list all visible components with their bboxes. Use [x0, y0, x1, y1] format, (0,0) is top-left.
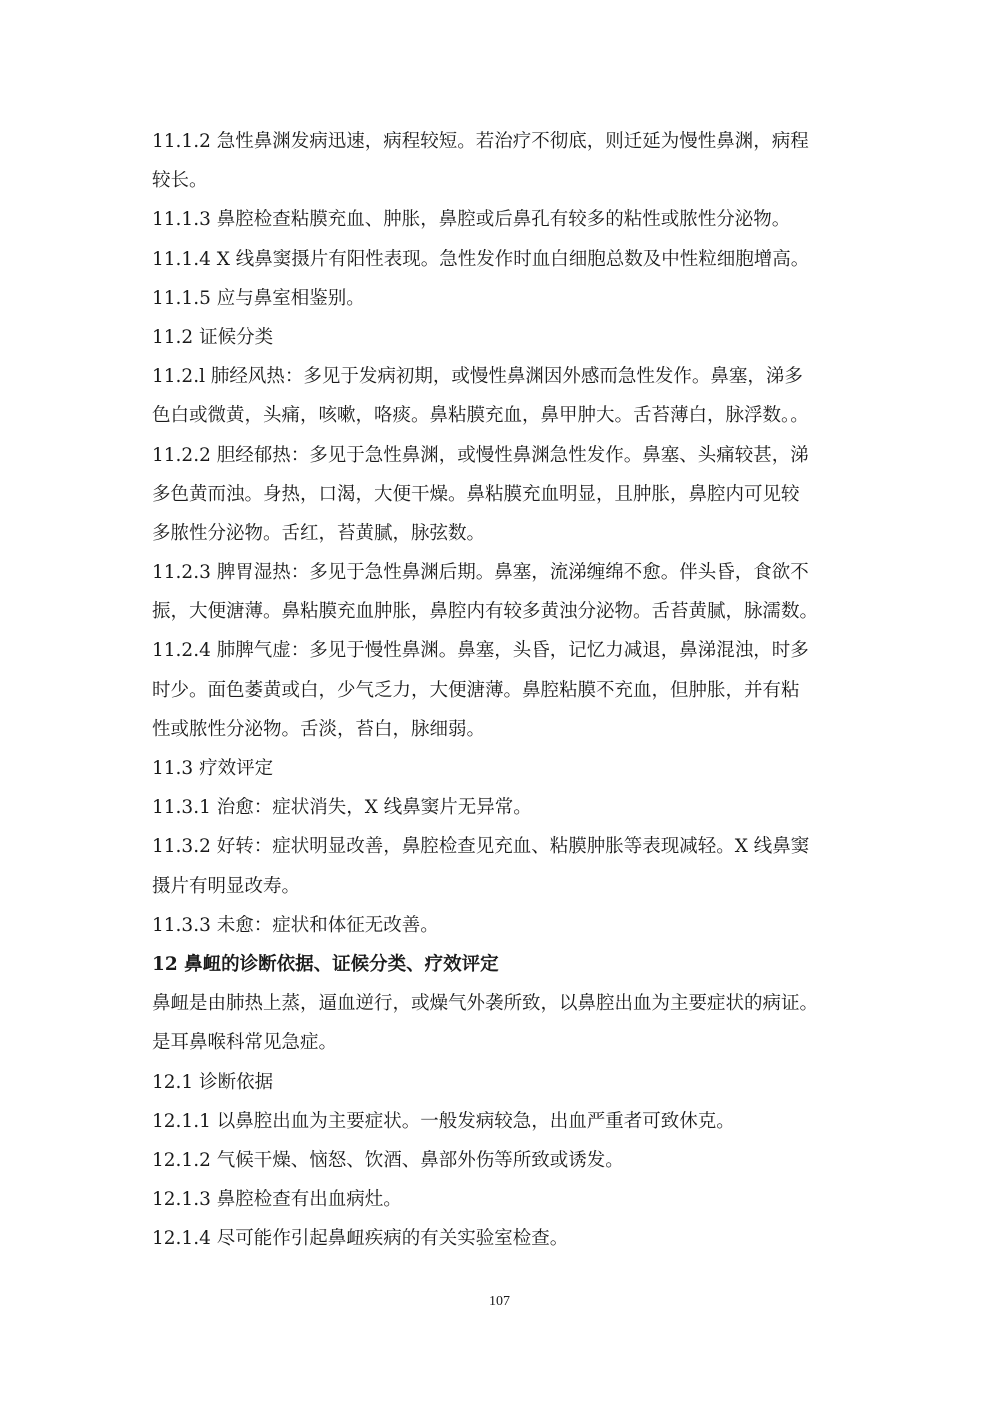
text-line: 12.1.3 鼻腔检查有出血病灶。 — [152, 1189, 402, 1211]
text-line: 11.1.4 X 线鼻窦摄片有阳性表现。急性发作时血白细胞总数及中性粒细胞增高。 — [152, 248, 810, 270]
body-text — [152, 122, 852, 1258]
text-line: 11.1.5 应与鼻室相鉴别。 — [152, 287, 365, 309]
page-number: 107 — [489, 1294, 510, 1309]
text-line: 性或脓性分泌物。舌淡，苔白，脉细弱。 — [152, 718, 486, 740]
text-line: 11.2.2 胆经郁热：多见于急性鼻渊，或慢性鼻渊急性发作。鼻塞、头痛较甚，涕 — [152, 444, 809, 466]
text-line: 时少。面色萎黄或白，少气乏力，大便溏薄。鼻腔粘膜不充血，但肿胀，并有粘 — [152, 679, 800, 701]
text-line: 11.3.3 未愈：症状和体征无改善。 — [152, 914, 439, 936]
text-line: 11.1.3 鼻腔检查粘膜充血、肿胀，鼻腔或后鼻孔有较多的粘性或脓性分泌物。 — [152, 209, 791, 231]
text-line: 11.3.2 好转：症状明显改善，鼻腔检查见充血、粘膜肿胀等表现减轻。X 线鼻窦 — [152, 836, 810, 858]
text-line: 多色黄而浊。身热，口渴，大便干燥。鼻粘膜充血明显，且肿胀，鼻腔内可见较 — [152, 483, 800, 505]
section-heading: 11.2 证候分类 — [152, 326, 274, 348]
text-line: 12.1.2 气候干燥、恼怒、饮酒、鼻部外伤等所致或诱发。 — [152, 1149, 624, 1171]
text-line: 较长。 — [152, 170, 208, 192]
text-line: 11.2.4 肺脾气虚：多见于慢性鼻渊。鼻塞，头昏，记忆力减退，鼻涕混浊，时多 — [152, 640, 809, 662]
section-heading: 12.1 诊断依据 — [152, 1071, 274, 1093]
text-line: 多脓性分泌物。舌红，苔黄腻，脉弦数。 — [152, 522, 486, 544]
text-line: 11.2.3 脾胃湿热：多见于急性鼻渊后期。鼻塞，流涕缠绵不愈。伴头昏，食欲不 — [152, 562, 809, 584]
text-line: 11.2.l 肺经风热：多见于发病初期，或慢性鼻渊因外感而急性发作。鼻塞，涕多 — [152, 366, 803, 388]
text-line: 12.1.1 以鼻腔出血为主要症状。一般发病较急，出血严重者可致休克。 — [152, 1110, 735, 1132]
chapter-heading: 12 鼻衄的诊断依据、证候分类、疗效评定 — [152, 953, 499, 975]
text-line: 12.1.4 尽可能作引起鼻衄疾病的有关实验室检查。 — [152, 1228, 569, 1250]
text-line: 11.3.1 治愈：症状消失，X 线鼻窦片无异常。 — [152, 797, 532, 819]
text-line: 鼻衄是由肺热上蒸，逼血逆行，或燥气外袭所致，以鼻腔出血为主要症状的病证。 — [152, 993, 819, 1015]
section-heading: 11.3 疗效评定 — [152, 758, 274, 779]
text-line: 是耳鼻喉科常见急症。 — [152, 1032, 338, 1054]
text-line: 11.1.2 急性鼻渊发病迅速，病程较短。若治疗不彻底，则迁延为慢性鼻渊，病程 — [152, 131, 809, 152]
text-line: 摄片有明显改寿。 — [152, 875, 301, 897]
text-line: 色白或微黄，头痛，咳嗽，咯痰。鼻粘膜充血，鼻甲肿大。舌苔薄白，脉浮数。。 — [152, 405, 809, 427]
text-line: 振，大便溏薄。鼻粘膜充血肿胀，鼻腔内有较多黄浊分泌物。舌苔黄腻，脉濡数。 — [152, 601, 819, 623]
